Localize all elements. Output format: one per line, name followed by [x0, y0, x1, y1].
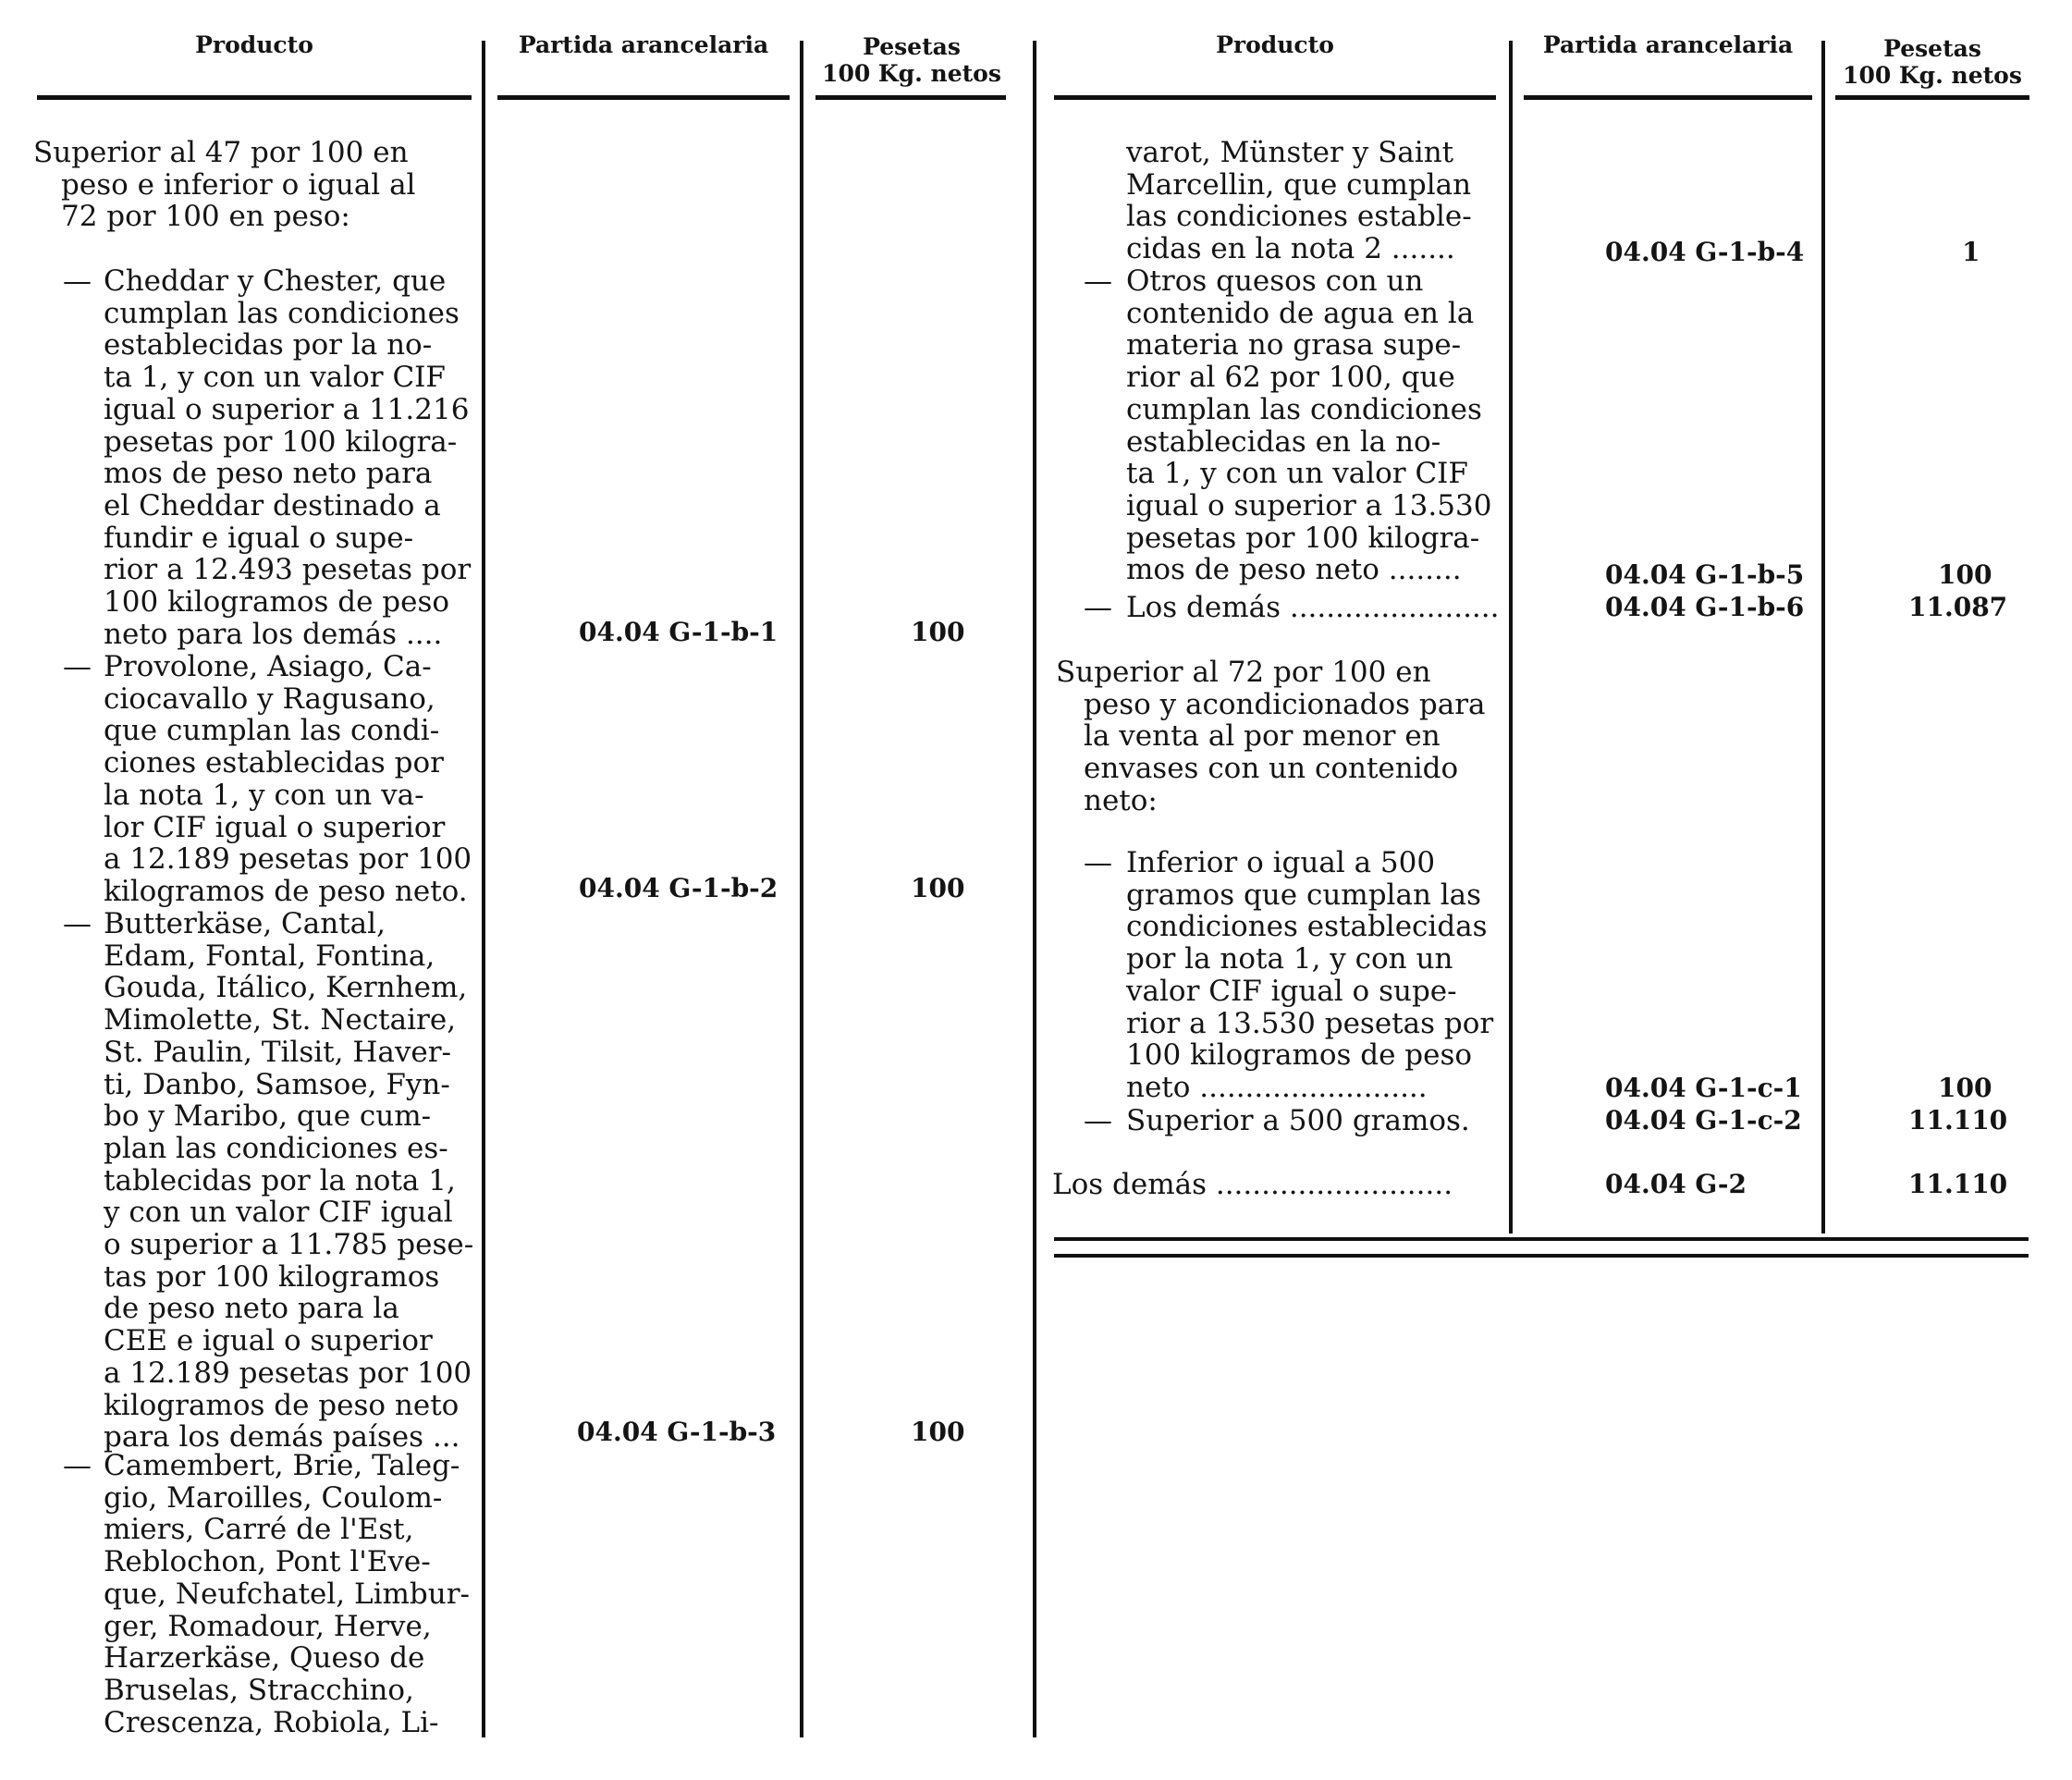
text-line: neto:: [1084, 783, 1158, 817]
text-line: valor CIF igual o supe-: [1126, 974, 1457, 1008]
text-line: Inferior o igual a 500: [1126, 846, 1436, 879]
text-line: de peso neto para la: [104, 1292, 399, 1326]
text-line: kilogramos de peso neto.: [104, 874, 468, 908]
text-line: igual o superior a 13.530: [1126, 488, 1492, 522]
text-line: para los demás países ...: [104, 1420, 460, 1455]
pesetas-value: 11.110: [1908, 1169, 2008, 1199]
text-line: rior a 12.493 pesetas por: [104, 553, 472, 587]
text-line: envases con un contenido: [1084, 752, 1459, 786]
text-line: Otros quesos con un: [1126, 264, 1424, 298]
dash-marker: —: [1084, 846, 1112, 879]
text-line: ta 1, y con un valor CIF: [104, 361, 446, 395]
text-line: establecidas en la no-: [1126, 424, 1441, 459]
text-line: Superior al 72 por 100 en: [1056, 656, 1431, 689]
text-line: neto .........................: [1126, 1070, 1428, 1104]
dash-marker: —: [63, 1449, 92, 1482]
text-line: que cumplan las condi-: [104, 714, 440, 748]
text-line: a 12.189 pesetas por 100: [104, 1356, 472, 1390]
text-line: Superior a 500 gramos.: [1126, 1104, 1470, 1137]
partida-code: 04.04 G-1-c-2: [1605, 1105, 1802, 1136]
text-line: mos de peso neto ........: [1126, 553, 1462, 587]
text-line: por la nota 1, y con un: [1126, 942, 1453, 976]
text-line: miers, Carré de l'Est,: [104, 1513, 414, 1547]
text-line: materia no grasa supe-: [1126, 328, 1462, 362]
text-line: rior al 62 por 100, que: [1126, 361, 1455, 395]
text-line: Crescenza, Robiola, Li-: [104, 1705, 439, 1739]
closing-double-rule: [1054, 1237, 2029, 1258]
column-divider-right-2: [1821, 41, 1825, 1234]
text-line: St. Paulin, Tilsit, Haver-: [104, 1035, 451, 1069]
dash-marker: —: [1084, 1104, 1112, 1137]
partida-code: 04.04 G-1-b-2: [579, 873, 779, 903]
text-line: tablecidas por la nota 1,: [104, 1163, 456, 1197]
text-line: pesetas por 100 kilogra-: [104, 424, 458, 459]
text-line: que, Neufchatel, Limbur-: [104, 1577, 471, 1611]
text-line: la nota 1, y con un va-: [104, 778, 424, 812]
header-pesetas-line1: Pesetas: [863, 33, 961, 60]
text-line: gramos que cumplan las: [1126, 878, 1482, 912]
text-line: 100 kilogramos de peso: [104, 585, 450, 620]
partida-code: 04.04 G-2: [1605, 1169, 1747, 1199]
header-pesetas-left: [810, 33, 1013, 87]
right-item-los-demas: [1126, 591, 1500, 624]
text-line: gio, Maroilles, Coulom-: [104, 1480, 443, 1515]
text-line: lor CIF igual o superior: [104, 810, 446, 844]
right-item-superior-500: [1126, 1105, 1496, 1137]
header-rule-partida-right: [1524, 95, 1812, 100]
dash-marker: —: [1084, 591, 1112, 624]
text-line: pesetas por 100 kilogra-: [1126, 521, 1480, 555]
text-line: y con un valor CIF igual: [104, 1196, 453, 1230]
pesetas-value: 1: [1962, 237, 1980, 267]
partida-code: 04.04 G-1-b-5: [1605, 559, 1805, 590]
right-continuation: [1126, 137, 1496, 265]
text-line: neto para los demás ....: [104, 617, 443, 651]
column-divider-right-1: [1509, 41, 1513, 1234]
partida-code: 04.04 G-1-b-6: [1605, 592, 1805, 622]
header-producto-left: Producto: [195, 31, 313, 58]
partida-code: 04.04 G-1-b-3: [577, 1417, 777, 1447]
partida-code: 04.04 G-1-b-1: [579, 617, 779, 647]
left-item-butterkase: [104, 908, 473, 1454]
column-divider-left-1: [482, 41, 485, 1737]
header-partida-left: Partida arancelaria: [518, 31, 769, 58]
partida-code: 04.04 G-1-c-1: [1605, 1073, 1802, 1103]
text-line: peso y acondicionados para: [1084, 687, 1486, 721]
pesetas-value: 100: [1938, 559, 1992, 590]
right-last-row: Los demás ..........................: [1052, 1168, 1453, 1201]
text-line: Edam, Fontal, Fontina,: [104, 939, 435, 973]
text-line: ciones establecidas por: [104, 746, 445, 780]
text-line: cidas en la nota 2 .......: [1126, 232, 1455, 266]
dash-marker: —: [63, 907, 92, 940]
text-line: Marcellin, que cumplan: [1126, 167, 1472, 202]
right-intro2: [1056, 657, 1496, 817]
text-line: Los demás .......................: [1126, 591, 1500, 624]
text-line: Gouda, Itálico, Kernhem,: [104, 971, 468, 1005]
header-rule-producto-right: [1054, 95, 1496, 100]
text-line: las condiciones estable-: [1126, 200, 1472, 234]
left-item-camembert: [104, 1450, 473, 1738]
dash-marker: —: [1084, 264, 1112, 298]
left-item-provolone: [104, 651, 473, 908]
header-rule-pesetas-right: [1835, 95, 2029, 100]
text-line: Provolone, Asiago, Ca-: [104, 650, 432, 683]
header-pesetas-line2: 100 Kg. netos: [822, 60, 1001, 87]
header-rule-pesetas-left: [815, 95, 1006, 100]
header-partida-right: Partida arancelaria: [1542, 31, 1794, 58]
text-line: 72 por 100 en peso:: [61, 200, 350, 234]
text-line: CEE e igual o superior: [104, 1324, 433, 1358]
text-line: Butterkäse, Cantal,: [104, 907, 386, 940]
pesetas-value: 100: [911, 873, 965, 903]
right-item-otros-quesos: [1126, 265, 1496, 586]
text-line: peso e inferior o igual al: [61, 167, 416, 202]
text-line: Harzerkäse, Queso de: [104, 1641, 425, 1676]
text-line: ti, Danbo, Samsoe, Fyn-: [104, 1067, 450, 1101]
text-line: igual o superior a 11.216: [104, 392, 470, 426]
text-line: bo y Maribo, que cum-: [104, 1099, 432, 1134]
text-line: ciocavallo y Ragusano,: [104, 681, 435, 716]
text-line: Reblochon, Pont l'Eve-: [104, 1545, 431, 1579]
text-line: el Cheddar destinado a: [104, 488, 441, 522]
header-pesetas-right: [1833, 35, 2032, 89]
header-pesetas-line2: 100 Kg. netos: [1843, 62, 2022, 89]
left-item-cheddar: [104, 265, 473, 650]
text-line: Superior al 47 por 100 en: [33, 136, 409, 169]
text-line: plan las condiciones es-: [104, 1131, 448, 1165]
dash-marker: —: [63, 650, 92, 683]
text-line: ta 1, y con un valor CIF: [1126, 457, 1468, 491]
text-line: Bruselas, Stracchino,: [104, 1673, 414, 1707]
pesetas-value: 11.110: [1908, 1105, 2008, 1136]
text-line: cumplan las condiciones: [104, 296, 460, 330]
text-line: contenido de agua en la: [1126, 296, 1475, 330]
text-line: ger, Romadour, Herve,: [104, 1609, 432, 1643]
text-line: condiciones establecidas: [1126, 910, 1488, 944]
text-line: tas por 100 kilogramos: [104, 1259, 440, 1294]
pesetas-value: 11.087: [1908, 592, 2008, 622]
partida-code: 04.04 G-1-b-4: [1605, 237, 1805, 267]
column-divider-center: [1033, 41, 1036, 1737]
header-pesetas-line1: Pesetas: [1883, 35, 1981, 62]
text-line: la venta al por menor en: [1084, 719, 1441, 754]
pesetas-value: 100: [1938, 1073, 1992, 1103]
left-intro: [33, 137, 472, 233]
text-line: mos de peso neto para: [104, 457, 433, 491]
header-rule-producto-left: [37, 95, 472, 100]
text-line: cumplan las condiciones: [1126, 392, 1482, 426]
text-line: establecidas por la no-: [104, 328, 433, 362]
text-line: Camembert, Brie, Taleg-: [104, 1449, 460, 1482]
right-item-inferior-500: [1126, 847, 1496, 1104]
text-line: o superior a 11.785 pese-: [104, 1228, 474, 1262]
text-line: Mimolette, St. Nectaire,: [104, 1003, 457, 1037]
text-line: Cheddar y Chester, que: [104, 264, 447, 298]
column-divider-left-2: [800, 41, 803, 1737]
text-line: kilogramos de peso neto: [104, 1388, 460, 1422]
text-line: varot, Münster y Saint: [1126, 136, 1454, 169]
text-line: a 12.189 pesetas por 100: [104, 842, 472, 877]
text-line: rior a 13.530 pesetas por: [1126, 1006, 1494, 1040]
header-producto-right: Producto: [1216, 31, 1334, 58]
pesetas-value: 100: [911, 1417, 965, 1447]
dash-marker: —: [63, 264, 92, 298]
header-rule-partida-left: [497, 95, 790, 100]
text-line: fundir e igual o supe-: [104, 521, 414, 555]
pesetas-value: 100: [911, 617, 965, 647]
text-line: 100 kilogramos de peso: [1126, 1038, 1473, 1073]
